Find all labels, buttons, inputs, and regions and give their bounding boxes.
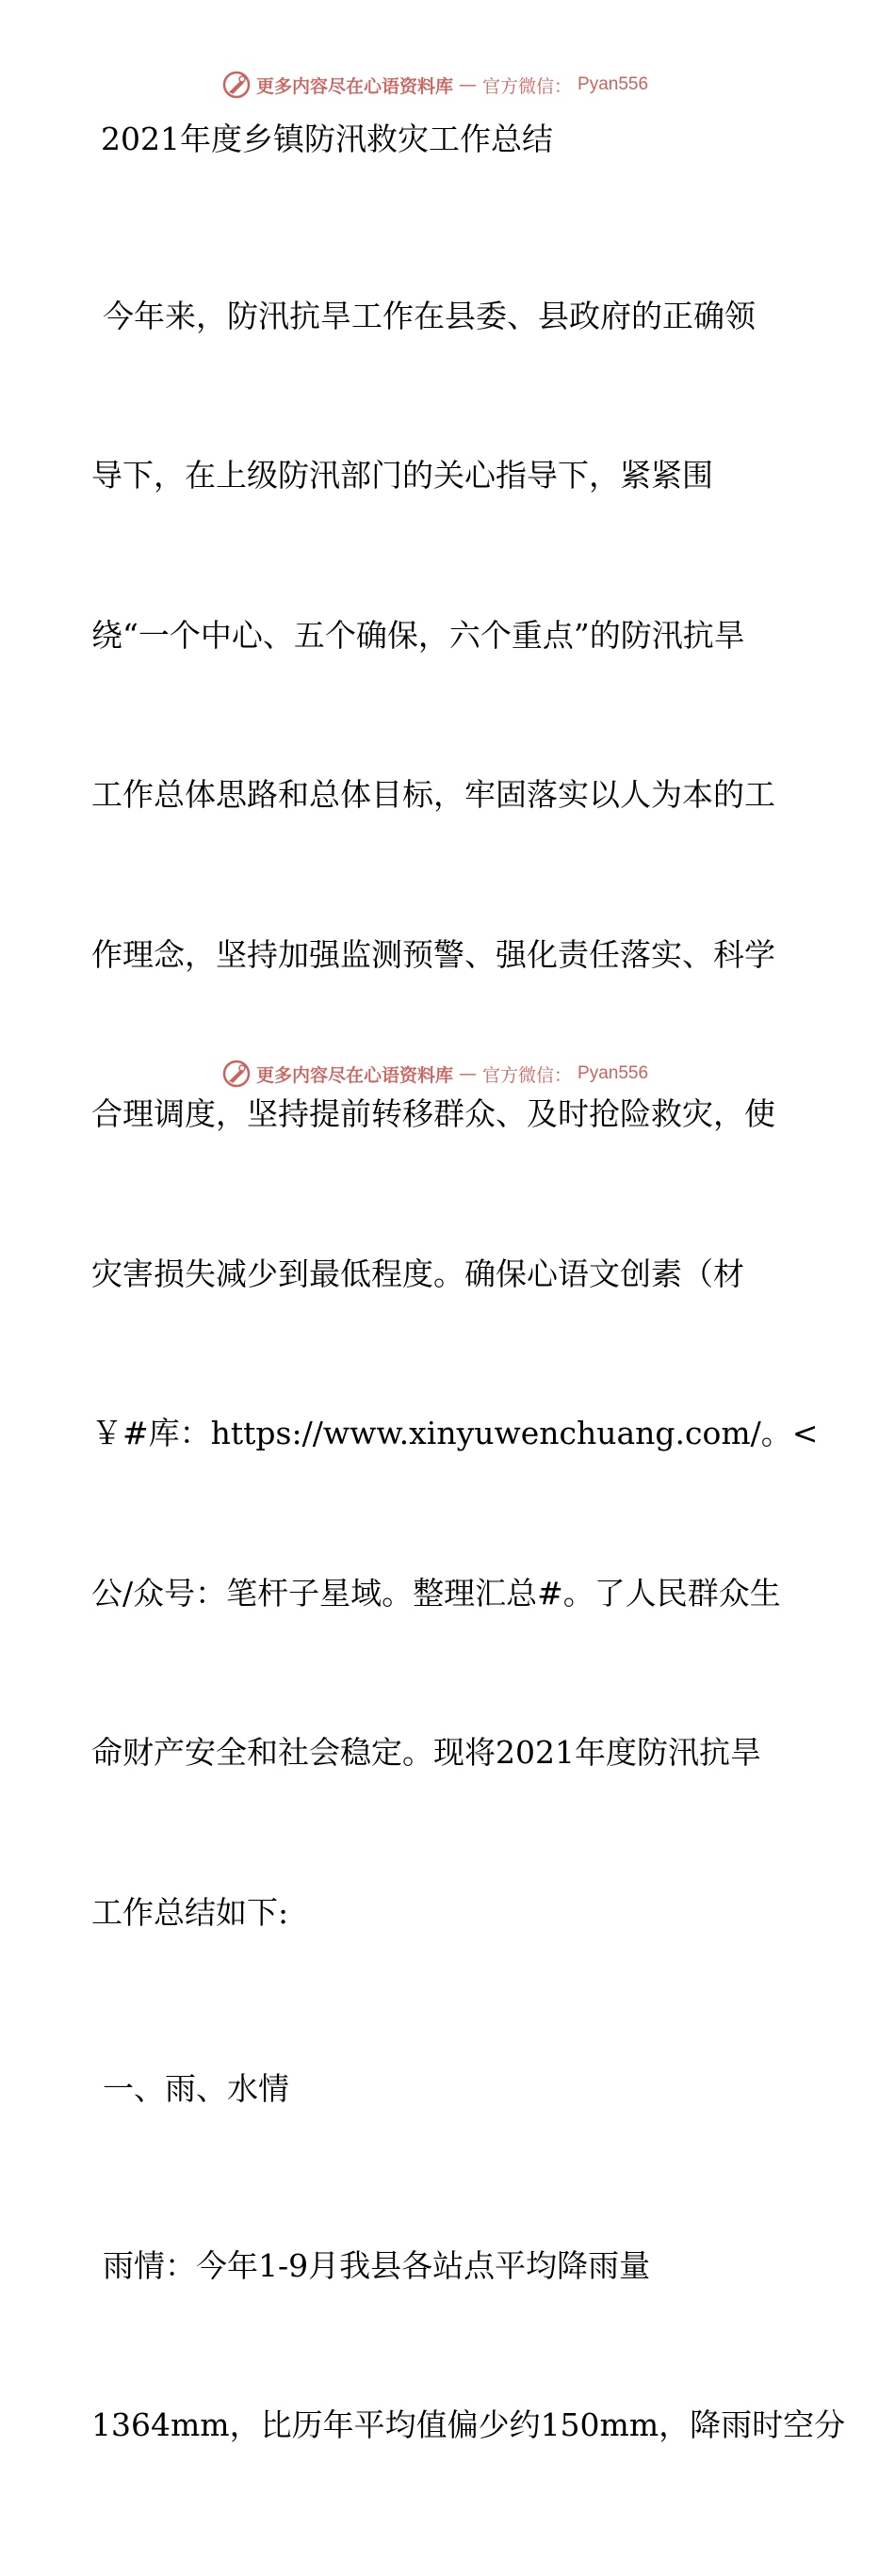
intro-line: 命财产安全和社会稳定。现将2021年度防汛抗旱 xyxy=(91,1734,761,1771)
watermark-label: 官方微信： xyxy=(482,75,573,97)
pen-logo-icon xyxy=(222,1060,251,1088)
intro-line: 导下，在上级防汛部门的关心指导下，紧紧围 xyxy=(91,457,713,494)
watermark-label: 官方微信： xyxy=(482,1064,573,1086)
watermark-account: Pyan556 xyxy=(578,1063,649,1083)
section-heading: 一、雨、水情 xyxy=(103,2070,289,2107)
watermark-main-text: 更多内容尽在心语资料库 xyxy=(256,1064,454,1086)
rain-paragraph xyxy=(91,2133,846,2559)
intro-paragraph xyxy=(91,184,819,2047)
intro-line: 合理调度，坚持提前转移群众、及时抢险救灾，使 xyxy=(91,1095,775,1132)
watermark-main-text: 更多内容尽在心语资料库 xyxy=(256,75,454,97)
intro-line: 灾害损失减少到最低程度。确保心语文创素（材 xyxy=(91,1255,744,1292)
intro-line: 工作总体思路和总体目标，牢固落实以人为本的工 xyxy=(91,776,775,813)
intro-line: 今年来，防汛抗旱工作在县委、县政府的正确领 xyxy=(103,297,756,334)
watermark-dash: — xyxy=(459,74,478,95)
intro-line: 公/众号：笔杆子星域。整理汇总#。了人民群众生 xyxy=(91,1574,781,1612)
pen-logo-icon xyxy=(222,71,251,99)
header-watermark xyxy=(222,68,648,102)
footer-watermark xyxy=(222,1057,648,1091)
watermark-account: Pyan556 xyxy=(578,74,649,94)
intro-line: ￥#库：https://www.xinyuwenchuang.com/。< xyxy=(91,1415,819,1451)
document-title: 2021年度乡镇防汛救灾工作总结 xyxy=(101,121,553,157)
intro-line: 作理念，坚持加强监测预警、强化责任落实、科学 xyxy=(91,935,775,973)
document-body xyxy=(91,113,846,2576)
rain-line: 1364mm，比历年平均值偏少约150mm，降雨时空分 xyxy=(91,2406,846,2443)
watermark-dash: — xyxy=(459,1063,478,1084)
intro-line: 工作总结如下: xyxy=(91,1893,289,1931)
intro-line: 绕“一个中心、五个确保，六个重点”的防汛抗旱 xyxy=(91,616,745,654)
rain-line: 雨情：今年1-9月我县各站点平均降雨量 xyxy=(103,2246,651,2284)
